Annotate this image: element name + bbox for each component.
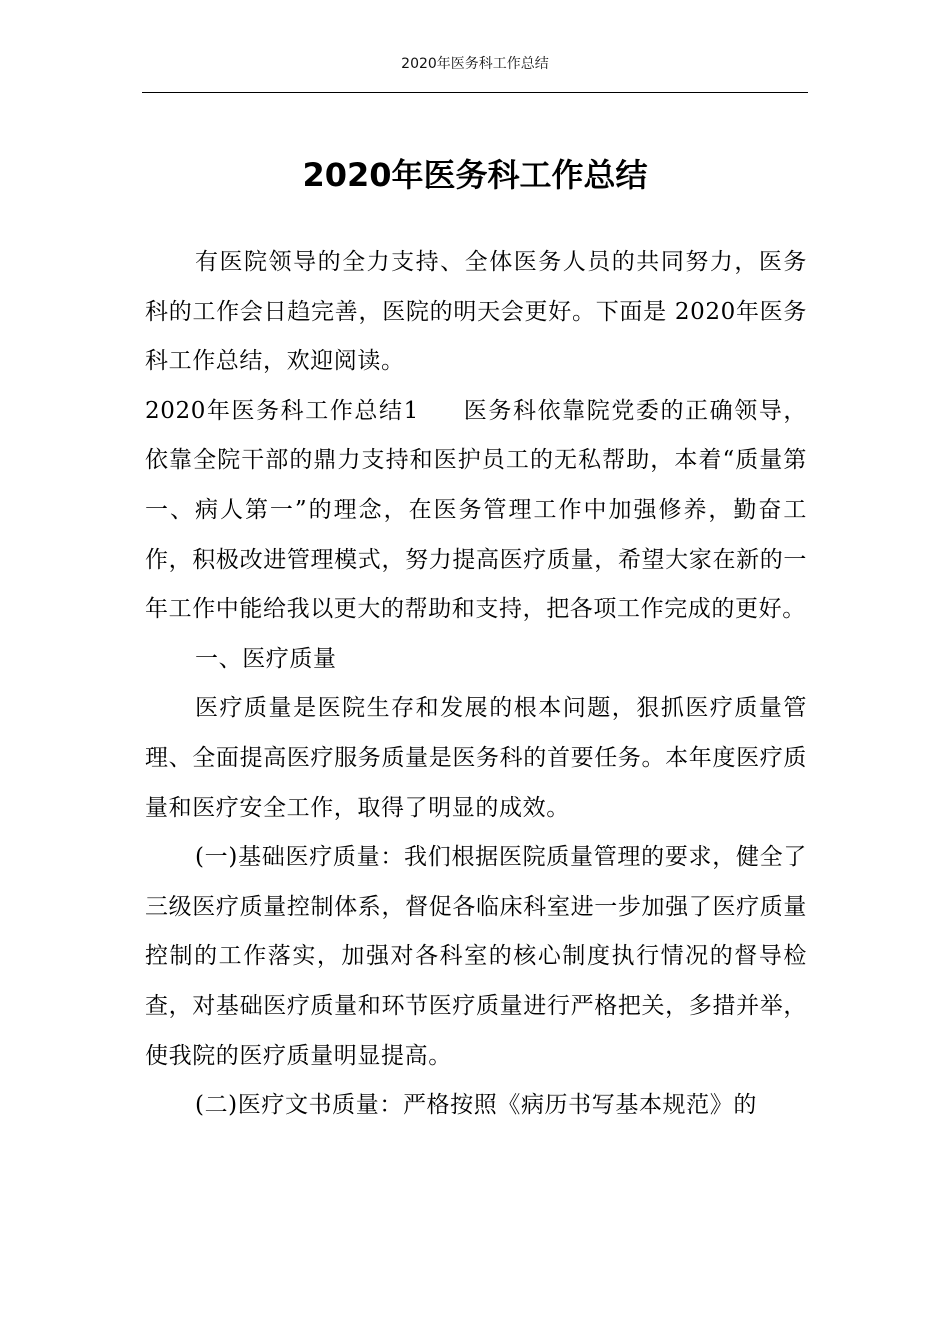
- documents-quality-paragraph: (二)医疗文书质量：严格按照《病历书写基本规范》的: [195, 1092, 757, 1119]
- running-header: 2020年医务科工作总结: [401, 56, 549, 72]
- document-body: [145, 238, 807, 1131]
- section1-label: 2020年医务科工作总结1: [145, 397, 419, 424]
- section-heading-medical-quality: 一、医疗质量: [195, 645, 337, 672]
- section1-text: 医务科依靠院党委的正确领导，依靠全院干部的鼎力支持和医护员工的无私帮助，本着“质量第一、病人第一”的理念，在医务管理工作中加强修养，勤奋工作，积极改进管理模式，努力提高医疗质量，希望大家在新的一年工作中能给我以更大的帮助和支持，把各项工作完成的更好。: [145, 397, 807, 623]
- header-divider: [142, 92, 808, 93]
- section1-paragraph: [145, 387, 807, 635]
- document-title: 2020年医务科工作总结: [302, 156, 648, 194]
- basic-quality-paragraph: (一)基础医疗质量：我们根据医院质量管理的要求，健全了三级医疗质量控制体系，督促各临床科室进一步加强了医疗质量控制的工作落实，加强对各科室的核心制度执行情况的督导检查，对基础医疗质量和环节医疗质量进行严格把关，多措并举，使我院的医疗质量明显提高。: [145, 844, 807, 1069]
- medical-quality-paragraph: 医疗质量是医院生存和发展的根本问题，狠抓医疗质量管理、全面提高医疗服务质量是医务科的首要任务。本年度医疗质量和医疗安全工作，取得了明显的成效。: [145, 695, 807, 821]
- intro-paragraph: 有医院领导的全力支持、全体医务人员的共同努力，医务科的工作会日趋完善，医院的明天会更好。下面是 2020年医务科工作总结，欢迎阅读。: [145, 249, 807, 375]
